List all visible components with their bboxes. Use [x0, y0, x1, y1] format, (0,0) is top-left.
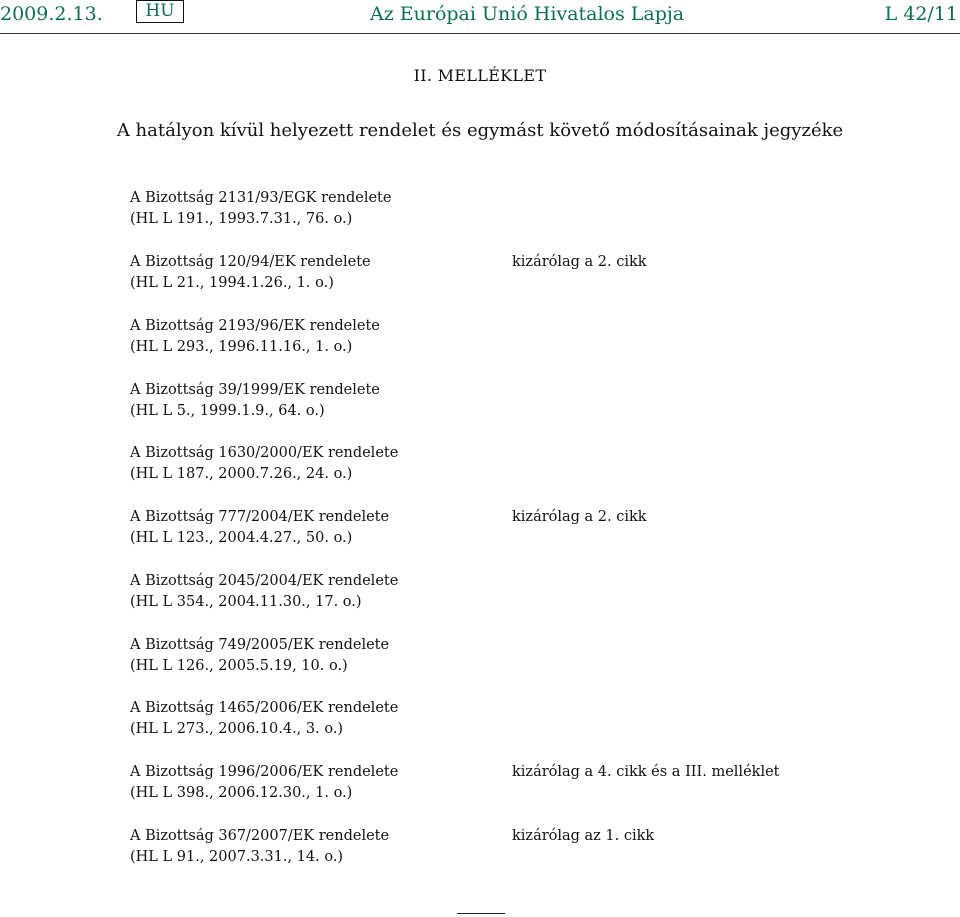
regulation-name: A Bizottság 2045/2004/EK rendelete — [130, 573, 399, 589]
end-of-annex-divider — [457, 913, 505, 914]
regulation-name: A Bizottság 1996/2006/EK rendelete — [130, 764, 399, 780]
regulation-name: A Bizottság 1630/2000/EK rendelete — [130, 445, 399, 461]
journal-reference: (HL L 354., 2004.11.30., 17. o.) — [130, 594, 362, 610]
regulation-name: A Bizottság 2131/93/EGK rendelete — [130, 190, 392, 206]
scope-note: kizárólag a 2. cikk — [512, 509, 647, 525]
journal-title: Az Európai Unió Hivatalos Lapja — [370, 3, 685, 25]
journal-reference: (HL L 91., 2007.3.31., 14. o.) — [130, 849, 344, 865]
regulation-name: A Bizottság 2193/96/EK rendelete — [130, 318, 380, 334]
list-title: A hatályon kívül helyezett rendelet és egymást követő módosításainak jegyzéke — [116, 120, 844, 141]
scope-note: kizárólag a 4. cikk és a III. melléklet — [512, 764, 780, 780]
journal-reference: (HL L 126., 2005.5.19, 10. o.) — [130, 658, 348, 674]
journal-reference: (HL L 273., 2006.10.4., 3. o.) — [130, 721, 344, 737]
regulation-name: A Bizottság 367/2007/EK rendelete — [130, 828, 390, 844]
publication-date: 2009.2.13. — [0, 3, 103, 25]
journal-reference: (HL L 187., 2000.7.26., 24. o.) — [130, 466, 353, 482]
page-reference: L 42/11 — [884, 3, 958, 25]
journal-reference: (HL L 398., 2006.12.30., 1. o.) — [130, 785, 353, 801]
regulation-name: A Bizottság 120/94/EK rendelete — [130, 254, 371, 270]
page-header — [0, 0, 960, 26]
regulation-name: A Bizottság 777/2004/EK rendelete — [130, 509, 390, 525]
scope-note: kizárólag a 2. cikk — [512, 254, 647, 270]
language-badge: HU — [136, 0, 184, 23]
journal-reference: (HL L 293., 1996.11.16., 1. o.) — [130, 339, 353, 355]
regulation-name: A Bizottság 1465/2006/EK rendelete — [130, 700, 399, 716]
annex-title: II. MELLÉKLET — [413, 66, 547, 85]
scope-note: kizárólag az 1. cikk — [512, 828, 655, 844]
regulation-name: A Bizottság 749/2005/EK rendelete — [130, 637, 390, 653]
journal-reference: (HL L 123., 2004.4.27., 50. o.) — [130, 530, 353, 546]
regulation-name: A Bizottság 39/1999/EK rendelete — [130, 382, 380, 398]
journal-reference: (HL L 191., 1993.7.31., 76. o.) — [130, 211, 353, 227]
journal-reference: (HL L 5., 1999.1.9., 64. o.) — [130, 403, 325, 419]
header-divider — [0, 33, 960, 34]
journal-reference: (HL L 21., 1994.1.26., 1. o.) — [130, 275, 334, 291]
